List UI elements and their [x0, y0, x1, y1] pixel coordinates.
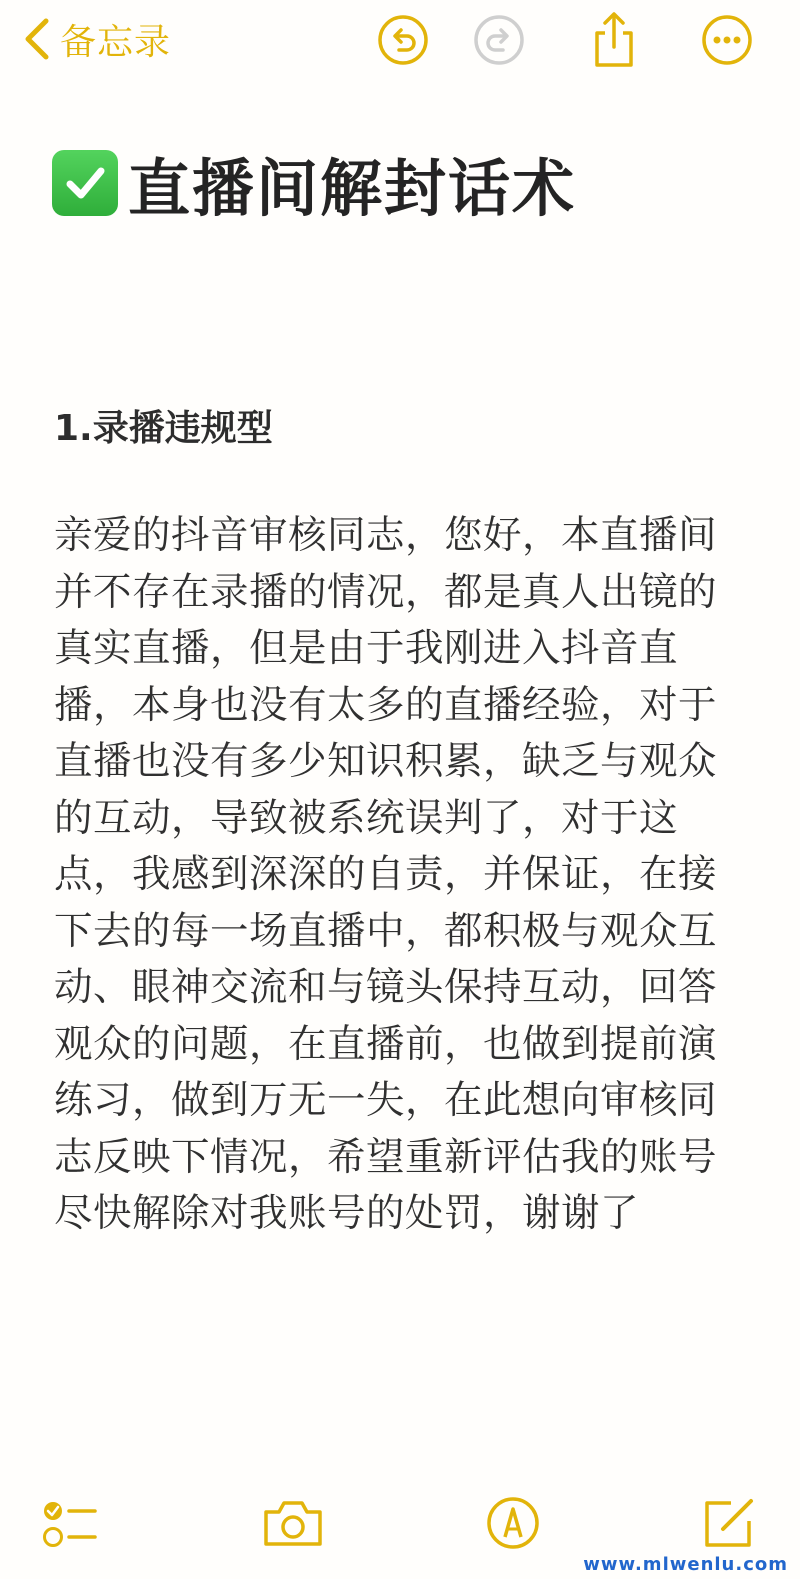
share-icon: [589, 11, 639, 69]
section-heading: 1.录播违规型: [54, 408, 273, 449]
more-button[interactable]: [699, 12, 755, 68]
check-mark-button-icon: [52, 150, 118, 216]
top-navigation-bar: [0, 0, 800, 80]
checklist-icon: [39, 1493, 99, 1557]
note-title-text: 直播间解封话术: [128, 151, 577, 225]
redo-icon: [473, 14, 525, 66]
compose-icon: [701, 1495, 757, 1555]
camera-button[interactable]: [262, 1494, 324, 1556]
camera-icon: [262, 1498, 324, 1552]
back-button-label: 备忘录: [60, 21, 172, 63]
undo-icon: [377, 14, 429, 66]
site-watermark: www.mlwenlu.com: [583, 1554, 788, 1575]
more-icon: [701, 14, 753, 66]
bottom-toolbar: [0, 1484, 800, 1564]
undo-button[interactable]: [375, 12, 431, 68]
back-button[interactable]: [22, 12, 171, 66]
markup-button[interactable]: [482, 1494, 544, 1556]
chevron-left-icon: [22, 17, 50, 61]
note-body-text[interactable]: 亲爱的抖音审核同志，您好，本直播间并不存在录播的情况，都是真人出镜的真实直播，但是由于我刚进入抖音直播，本身也没有太多的直播经验，对于直播也没有多少知识积累，缺乏与观众的互动，导致被系统误判了，对于这点，我感到深深的自责，并保证，在接下去的每一场直播中，都积极与观众互动、眼神交流和与镜头保持互动，回答观众的问题，在直播前，也做到提前演练习，做到万无一失，在此想向审核同志反映下情况，希望重新评估我的账号尽快解除对我账号的处罚，谢谢了: [54, 513, 718, 1236]
share-button[interactable]: [586, 12, 642, 68]
redo-button[interactable]: [471, 12, 527, 68]
checklist-button[interactable]: [38, 1494, 100, 1556]
note-title[interactable]: [52, 138, 576, 228]
compose-button[interactable]: [698, 1494, 760, 1556]
markup-pen-icon: [485, 1495, 541, 1555]
